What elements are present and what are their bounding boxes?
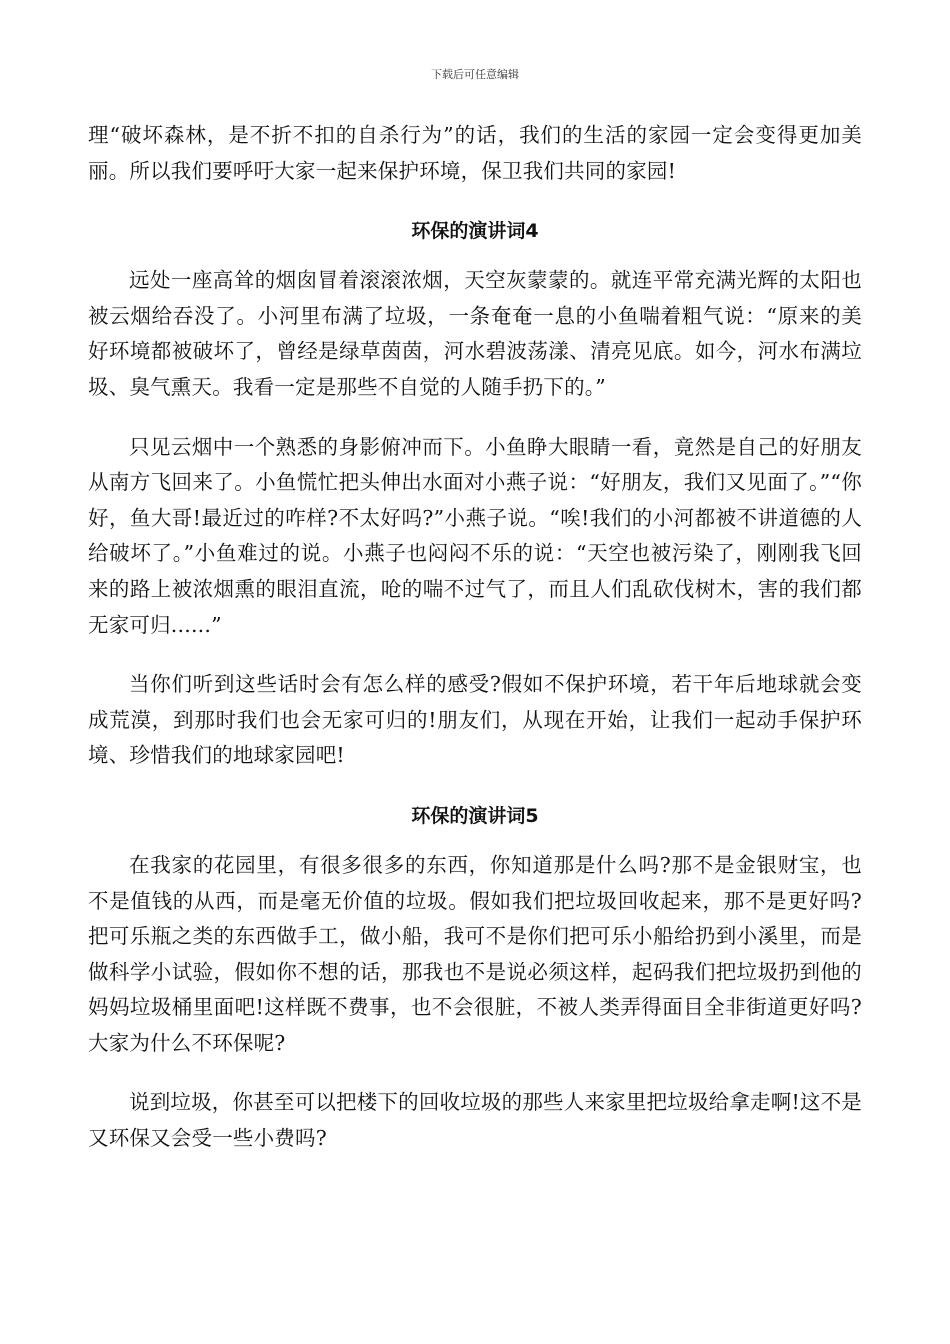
spacer (88, 406, 862, 430)
section-4-paragraph-1: 远处一座高耸的烟囱冒着滚滚浓烟，天空灰蒙蒙的。就连平常充满光辉的太阳也被云烟给吞没了。小河里布满了垃圾，一条奄奄一息的小鱼喘着粗气说：“原来的美好环境都被破坏了，曾经是绿草茵茵，河水碧波荡漾、清亮见底。如今，河水布满垃圾、臭气熏天。我看一定是那些不自觉的人随手扔下的。” (88, 268, 862, 399)
section-5-paragraph-1: 在我家的花园里，有很多很多的东西，你知道那是什么吗?那不是金银财宝，也不是值钱的从西，而是毫无价值的垃圾。假如我们把垃圾回收起来，那不是更好吗?把可乐瓶之类的东西做手工，做小船，我可不是你们把可乐小船给扔到小溪里，而是做科学小试验，假如你不想的话，那我也不是说必须这样，起码我们把垃圾扔到他的妈妈垃圾桶里面吧!这样既不费事，也不会很脏，不被人类弄得面目全非街道更好吗?大家为什么不环保呢? (88, 852, 862, 1055)
header-note: 下载后可任意编辑 (431, 68, 519, 81)
spacer (88, 189, 862, 213)
section-4-paragraph-2: 只见云烟中一个熟悉的身影俯冲而下。小鱼睁大眼睛一看，竟然是自己的好朋友从南方飞回来了。小鱼慌忙把头伸出水面对小燕子说：“好朋友，我们又见面了。”“你好，鱼大哥!最近过的咋样?不太好吗?”小燕子说。“唉!我们的小河都被不讲道德的人给破坏了。”小鱼难过的说。小燕子也闷闷不乐的说：“天空也被污染了，刚刚我飞回来的路上被浓烟熏的眼泪直流，呛的喘不过气了，而且人们乱砍伐树木，害的我们都无家可归......” (88, 434, 862, 637)
spacer (88, 1061, 862, 1085)
spacer (88, 834, 862, 848)
intro-paragraph: 理“破坏森林，是不折不扣的自杀行为”的话，我们的生活的家园一定会变得更加美丽。所以我们要呼吁大家一起来保护环境，保卫我们共同的家园! (88, 123, 862, 183)
spacer (88, 774, 862, 798)
section-5-paragraph-2: 说到垃圾，你甚至可以把楼下的回收垃圾的那些人来家里把垃圾给拿走啊!这不是又环保又会受一些小费吗? (88, 1090, 862, 1151)
spacer (88, 249, 862, 263)
document-body (88, 118, 862, 1157)
spacer (88, 643, 862, 667)
section-5-title: 环保的演讲词5 (411, 804, 539, 827)
section-4-paragraph-3: 当你们听到这些话时会有怎么样的感受?假如不保护环境，若干年后地球就会变成荒漠，到那时我们也会无家可归的!朋友们，从现在开始，让我们一起动手保护环境、珍惜我们的地球家园吧! (88, 672, 862, 768)
section-4-title: 环保的演讲词4 (411, 220, 539, 243)
